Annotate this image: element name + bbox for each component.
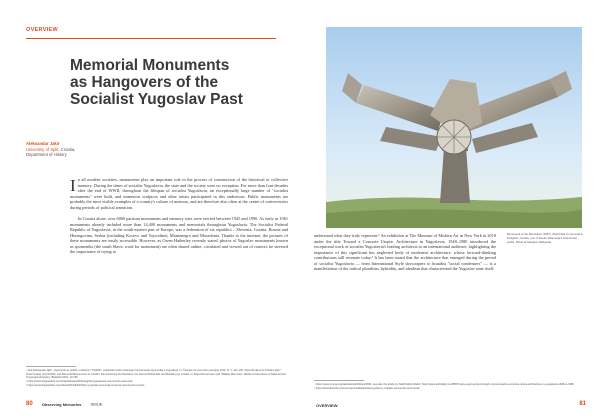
body-paragraph <box>70 177 288 210</box>
footnote: ¹ See Aleksandar Jakir, „Spomenik se podiže i ruši(a)ne!" Politički i umjetnički motivi razaranja i konzervacije spomenika u Jugoslaviji. In: Časopis za suvremenu povijest 2019, br. 1, 101-130; https://hrcak.srce.hr/index.php?show=toc&id_broj=16390, and Memorial Monuments as Conflict. Remembering the Partisans, the Second World War and Breaking up Croatia, in Tanja Zimmermann (ed.) Balkan Memories. Media Constructions of National and Transnational History. Bielefeld 2012, 10-156. <box>26 369 286 380</box>
author-department: Department of History <box>26 152 67 158</box>
monument-photo <box>326 27 582 228</box>
paragraph-text: n all modern societies, monuments play an important role in the process of construction of the historical or collective memory. During the times of socialist Yugoslavia, the state and the society were no exception. For more than four decades after the end of WWII, throughout the lifespan of socialist Yugoslavia, an exceptionally large number of "socialist monuments" were built, and numerous sculptors and other artists participated in this endeavour. Public monuments are probably the most visible examples of a country's culture of memory, and are therefore also often at the centre of controversies during periods of political transition. <box>70 177 288 210</box>
journal-name: Observing Memories <box>41 401 82 407</box>
drop-cap: I <box>70 176 76 195</box>
author-name: Aleksandar Jakir <box>26 141 60 146</box>
photo-caption: Monument to the Revolution (1967), World War II memorial in Podgarić, Croatia, one of Dusan Džamonja's best-known works. Photo at Sarajevo Wikipedia <box>507 232 584 244</box>
left-footnotes <box>26 369 288 388</box>
right-body-text <box>314 233 496 272</box>
right-page <box>300 0 600 420</box>
footnote: ⁵ https://theculturetrip.com/europe/croatia/articles/a-guide-to-croatias-spomenik-monuments/ <box>314 387 420 391</box>
section-divider <box>26 38 276 39</box>
issue-label: ISSUE <box>90 401 103 407</box>
right-folio <box>316 401 586 408</box>
left-folio <box>26 401 276 407</box>
author-block <box>26 141 146 158</box>
page-number: 81 <box>579 401 586 407</box>
article-title <box>70 57 290 108</box>
section-label-footer: OVERVIEW <box>316 403 338 408</box>
title-line-3: Socialist Yugoslav Past <box>70 91 243 108</box>
footnote: ³ https://www.theguardian.com/cities/2016/feb/15/why-yugoslav-spomenik-concrete-monuments-remain <box>26 384 145 388</box>
footnote: ⁴ https://www.moma.org/calendar/exhibitions/3931; see also the article by Niall Patrick Walsh: https://www.archdaily.com/899711/an-expert-guide-through-moma-toward-a-concrete-utopia-architecture-in-yugoslavia-1948-to-1980 <box>314 383 574 386</box>
footnote-divider <box>314 380 364 381</box>
footnote-divider <box>26 366 76 367</box>
page-number: 80 <box>26 401 33 407</box>
footnote: ² https://www.theguardian.com/artanddesign/2016/aug/02/yugoslavian-monuments-spomenik <box>26 380 133 384</box>
title-line-2: as Hangovers of the <box>70 74 219 91</box>
body-paragraph: In Croatia alone, over 6000 partisan monuments and memory sites were erected between 1945 and 1990. As early as 1961 monuments already included more than 14,400 monuments and memorials throughout Yugoslavia. The Socialist Federal Republic of Yugoslavia, in the south-eastern part of Europe, was a federation of six republics – Slovenia, Croatia, Bosnia and Herzegovina, Serbia (including Kosovo and Vojvodina), Montenegro and Macedonia. Thanks to the internet, the pictures of these monuments are easily accessible. However, as Owen Hatherley recently stated, photos of Yugoslav monuments known as spomeniks (the south Slavic word for monument) are often shared online, circulated and viewed out of context; he stressed the importance of trying to <box>70 216 288 254</box>
section-label: OVERVIEW <box>26 27 58 33</box>
title-line-1: Memorial Monuments <box>70 57 230 74</box>
body-paragraph: understand what they truly represent.² An exhibition at The Museum of Modern Art in New York in 2018 under the title Toward a Concrete Utopia: Architecture in Yugoslavia, 1948–1980 introduced the exceptional work of socialist Yugoslavia's leading architects to an international audience, highlighting the importance of this significant but neglected body of modernist architecture, whose forward-thinking contributions still resonate today.³ It has been stated that the architecture that emerged during the period of socialist Yugoslavia — from International Style skyscrapers to brutalist "social condensers" — is a manifestation of the radical pluralism, hybridity, and idealism that characterized the Yugoslav state itself. <box>314 233 496 271</box>
left-body-text <box>70 177 288 255</box>
right-footnotes <box>314 383 594 391</box>
author-country: , Croatia, <box>58 146 76 152</box>
author-university: University of Split <box>26 146 59 152</box>
